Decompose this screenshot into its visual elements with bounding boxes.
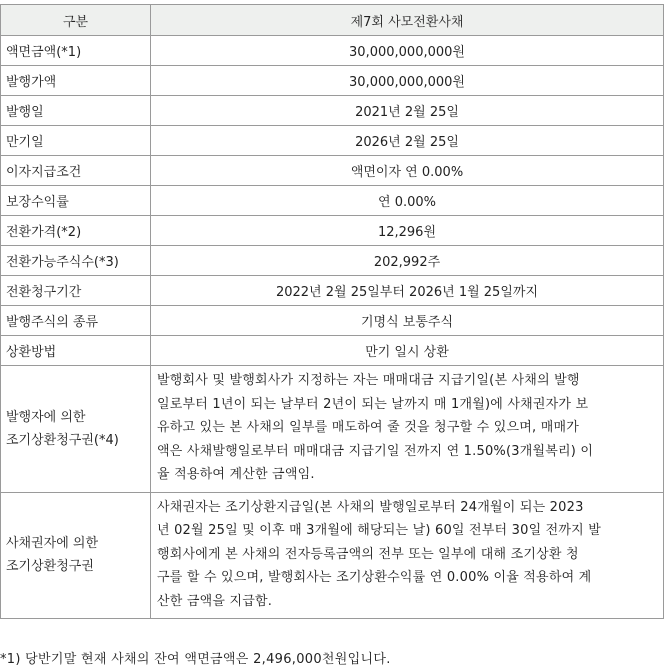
table-row — [1, 246, 664, 276]
row-label: 상환방법 — [1, 336, 151, 366]
table-row — [1, 156, 664, 186]
bond-terms-table — [0, 4, 664, 619]
header-bond-name: 제7회 사모전환사채 — [151, 5, 664, 36]
table-row — [1, 186, 664, 216]
row-label: 액면금액(*1) — [1, 36, 151, 66]
row-value: 액면이자 연 0.00% — [151, 156, 664, 186]
table-row — [1, 126, 664, 156]
row-description — [151, 366, 664, 493]
row-label-line: 발행자에 의한 — [6, 409, 86, 425]
description-line: 유하고 있는 본 사채의 일부를 매도하여 줄 것을 청구할 수 있으며, 매매가 — [157, 420, 579, 435]
row-label: 발행가액 — [1, 66, 151, 96]
row-label: 보장수익률 — [1, 186, 151, 216]
row-value: 기명식 보통주식 — [151, 306, 664, 336]
row-value: 2026년 2월 25일 — [151, 126, 664, 156]
description-line: 사채권자는 조기상환지급일(본 사채의 발행일로부터 24개월이 되는 2023 — [157, 499, 584, 515]
row-label: 전환가격(*2) — [1, 216, 151, 246]
row-value: 만기 일시 상환 — [151, 336, 664, 366]
row-value: 12,296원 — [151, 216, 664, 246]
issuer-call-option-row — [1, 366, 664, 493]
row-value: 30,000,000,000원 — [151, 36, 664, 66]
table-row — [1, 96, 664, 126]
row-value: 2021년 2월 25일 — [151, 96, 664, 126]
row-label-line: 조기상환청구권(*4) — [6, 432, 119, 448]
header-category: 구분 — [1, 5, 151, 36]
row-label: 이자지급조건 — [1, 156, 151, 186]
footnote: *1) 당반기말 현재 사채의 잔여 액면금액은 2,496,000천원입니다. — [0, 652, 391, 667]
description-line: 발행회사 및 발행회사가 지정하는 자는 매매대금 지급기일(본 사채의 발행 — [157, 373, 580, 388]
row-label — [1, 492, 151, 619]
row-description — [151, 492, 664, 619]
row-label: 발행일 — [1, 96, 151, 126]
row-label-line: 사채권자에 의한 — [6, 536, 99, 552]
row-value: 30,000,000,000원 — [151, 66, 664, 96]
table-row — [1, 276, 664, 306]
description-line: 일로부터 1년이 되는 날부터 2년이 되는 날까지 매 1개월)에 사채권자가 보 — [157, 396, 589, 412]
table-row — [1, 66, 664, 96]
row-label: 만기일 — [1, 126, 151, 156]
row-label: 전환가능주식수(*3) — [1, 246, 151, 276]
row-label — [1, 366, 151, 493]
row-label: 발행주식의 종류 — [1, 306, 151, 336]
table-row — [1, 216, 664, 246]
table-row — [1, 36, 664, 66]
row-label: 전환청구기간 — [1, 276, 151, 306]
description-line: 산한 금액을 지급함. — [157, 593, 273, 609]
row-label-line: 조기상환청구권 — [6, 559, 94, 575]
table-header-row — [1, 5, 664, 36]
row-value: 202,992주 — [151, 246, 664, 276]
description-line: 년 02월 25일 및 이후 매 3개월에 해당되는 날) 60일 전부터 30일 전까지 발 — [157, 523, 602, 538]
table-row — [1, 336, 664, 366]
description-line: 구를 할 수 있으며, 발행회사는 조기상환수익률 연 0.00% 이율 적용하여 계 — [157, 570, 592, 585]
description-line: 행회사에게 본 사채의 전자등록금액의 전부 또는 일부에 대해 조기상환 청 — [157, 546, 579, 562]
description-line: 액은 사채발행일로부터 매매대금 지급기일 전까지 연 1.50%(3개월복리) 이 — [157, 443, 594, 459]
holder-put-option-row — [1, 492, 664, 619]
row-value: 연 0.00% — [151, 186, 664, 216]
table-row — [1, 306, 664, 336]
row-value: 2022년 2월 25일부터 2026년 1월 25일까지 — [151, 276, 664, 306]
description-line: 율 적용하여 계산한 금액임. — [157, 467, 315, 482]
